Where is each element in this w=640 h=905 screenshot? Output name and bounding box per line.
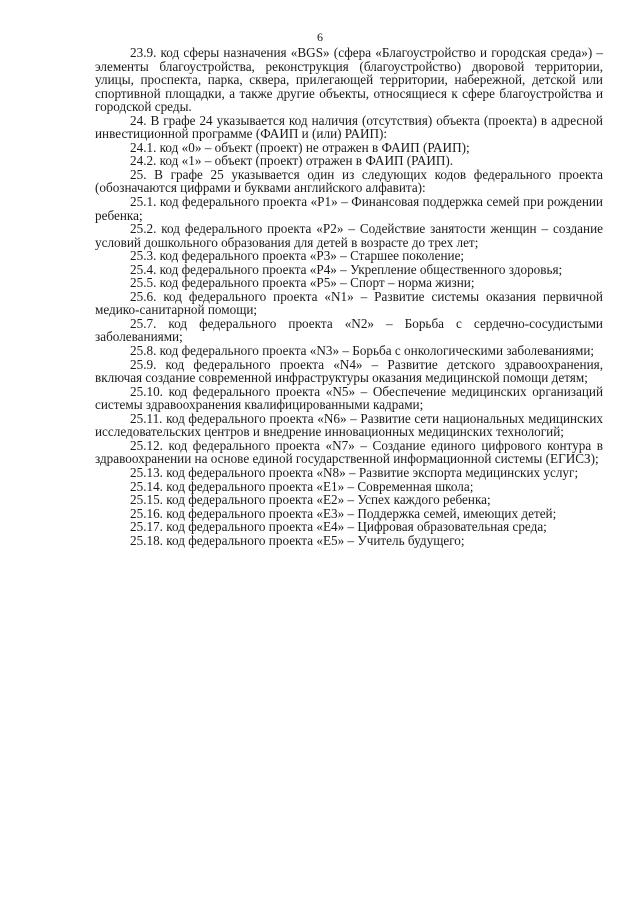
paragraph-25-16: 25.16. код федерального проекта «E3» – Поддержка семей, имеющих детей;: [130, 505, 557, 521]
paragraph-25-8: 25.8. код федерального проекта «N3» – Борьба с онкологическими заболеваниями;: [130, 343, 595, 359]
paragraph-24-1: 24.1. код «0» – объект (проект) не отражен в ФАИП (РАИП);: [130, 139, 470, 155]
paragraph-25-11: 25.11. код федерального проекта «N6» – Развитие сети национальных медицинских исследовательских центров и внедрение инновационных медицинских технологий;: [95, 410, 603, 440]
paragraph-24: 24. В графе 24 указывается код наличия (отсутствия) объекта (проекта) в адресной инвестиционной программе (ФАИП и (или) РАИП):: [95, 112, 603, 142]
paragraph-25-9: 25.9. код федерального проекта «N4» – Развитие детского здравоохранения, включая создание современной инфраструктуры оказания медицинской помощи детям;: [95, 356, 603, 386]
paragraph-25-7: 25.7. код федерального проекта «N2» – Борьба с сердечно-сосудистыми заболеваниями;: [95, 315, 603, 345]
page-number: 6: [317, 30, 323, 44]
paragraph-25-18: 25.18. код федерального проекта «E5» – Учитель будущего;: [130, 532, 465, 548]
paragraph-25-3: 25.3. код федерального проекта «P3» – Старшее поколение;: [130, 248, 465, 264]
paragraph-25-2: 25.2. код федерального проекта «P2» – Содействие занятости женщин – создание условий дошкольного образования для детей в возрасте до трех лет;: [95, 221, 603, 250]
paragraph-25-15: 25.15. код федерального проекта «E2» – Успех каждого ребенка;: [130, 492, 491, 508]
paragraph-25-10: 25.10. код федерального проекта «N5» – Обеспечение медицинских организаций системы здравоохранения квалифицированными кадрами;: [95, 383, 603, 413]
paragraph-24-2: 24.2. код «1» – объект (проект) отражен в ФАИП (РАИП).: [130, 153, 454, 169]
paragraph-25-1: 25.1. код федерального проекта «P1» – Финансовая поддержка семей при рождении ребенка;: [95, 194, 603, 223]
paragraph-23-9: 23.9. код сферы назначения «BGS» (сфера «Благоустройство и городская среда») – элементы благоустройства, реконструкция (благоустройство) дворовой территории, улицы, проспекта, парка, сквера, прилегающей территории, набережной, детской или спортивной площадки, а также другие объекты, относящиеся к сфере благоустройства и городской среды.: [95, 45, 603, 115]
paragraph-25-6: 25.6. код федерального проекта «N1» – Развитие системы оказания первичной медико-санитарной помощи;: [95, 288, 603, 318]
paragraph-25-17: 25.17. код федерального проекта «E4» – Цифровая образовательная среда;: [130, 519, 547, 535]
paragraph-25-13: 25.13. код федерального проекта «N8» – Развитие экспорта медицинских услуг;: [130, 464, 579, 480]
document-body: [95, 46, 603, 547]
paragraph-25-4: 25.4. код федерального проекта «P4» – Укрепление общественного здоровья;: [130, 261, 563, 277]
paragraph-25-14: 25.14. код федерального проекта «E1» – Современная школа;: [130, 478, 474, 494]
paragraph-25-12: 25.12. код федерального проекта «N7» – Создание единого цифрового контура в здравоохранении на основе единой государственной информационной системы (ЕГИСЗ);: [95, 437, 603, 467]
paragraph-25-5: 25.5. код федерального проекта «P5» – Спорт – норма жизни;: [130, 275, 475, 291]
paragraph-25: 25. В графе 25 указывается один из следующих кодов федерального проекта (обозначаются цифрами и буквами английского алфавита):: [95, 166, 603, 196]
